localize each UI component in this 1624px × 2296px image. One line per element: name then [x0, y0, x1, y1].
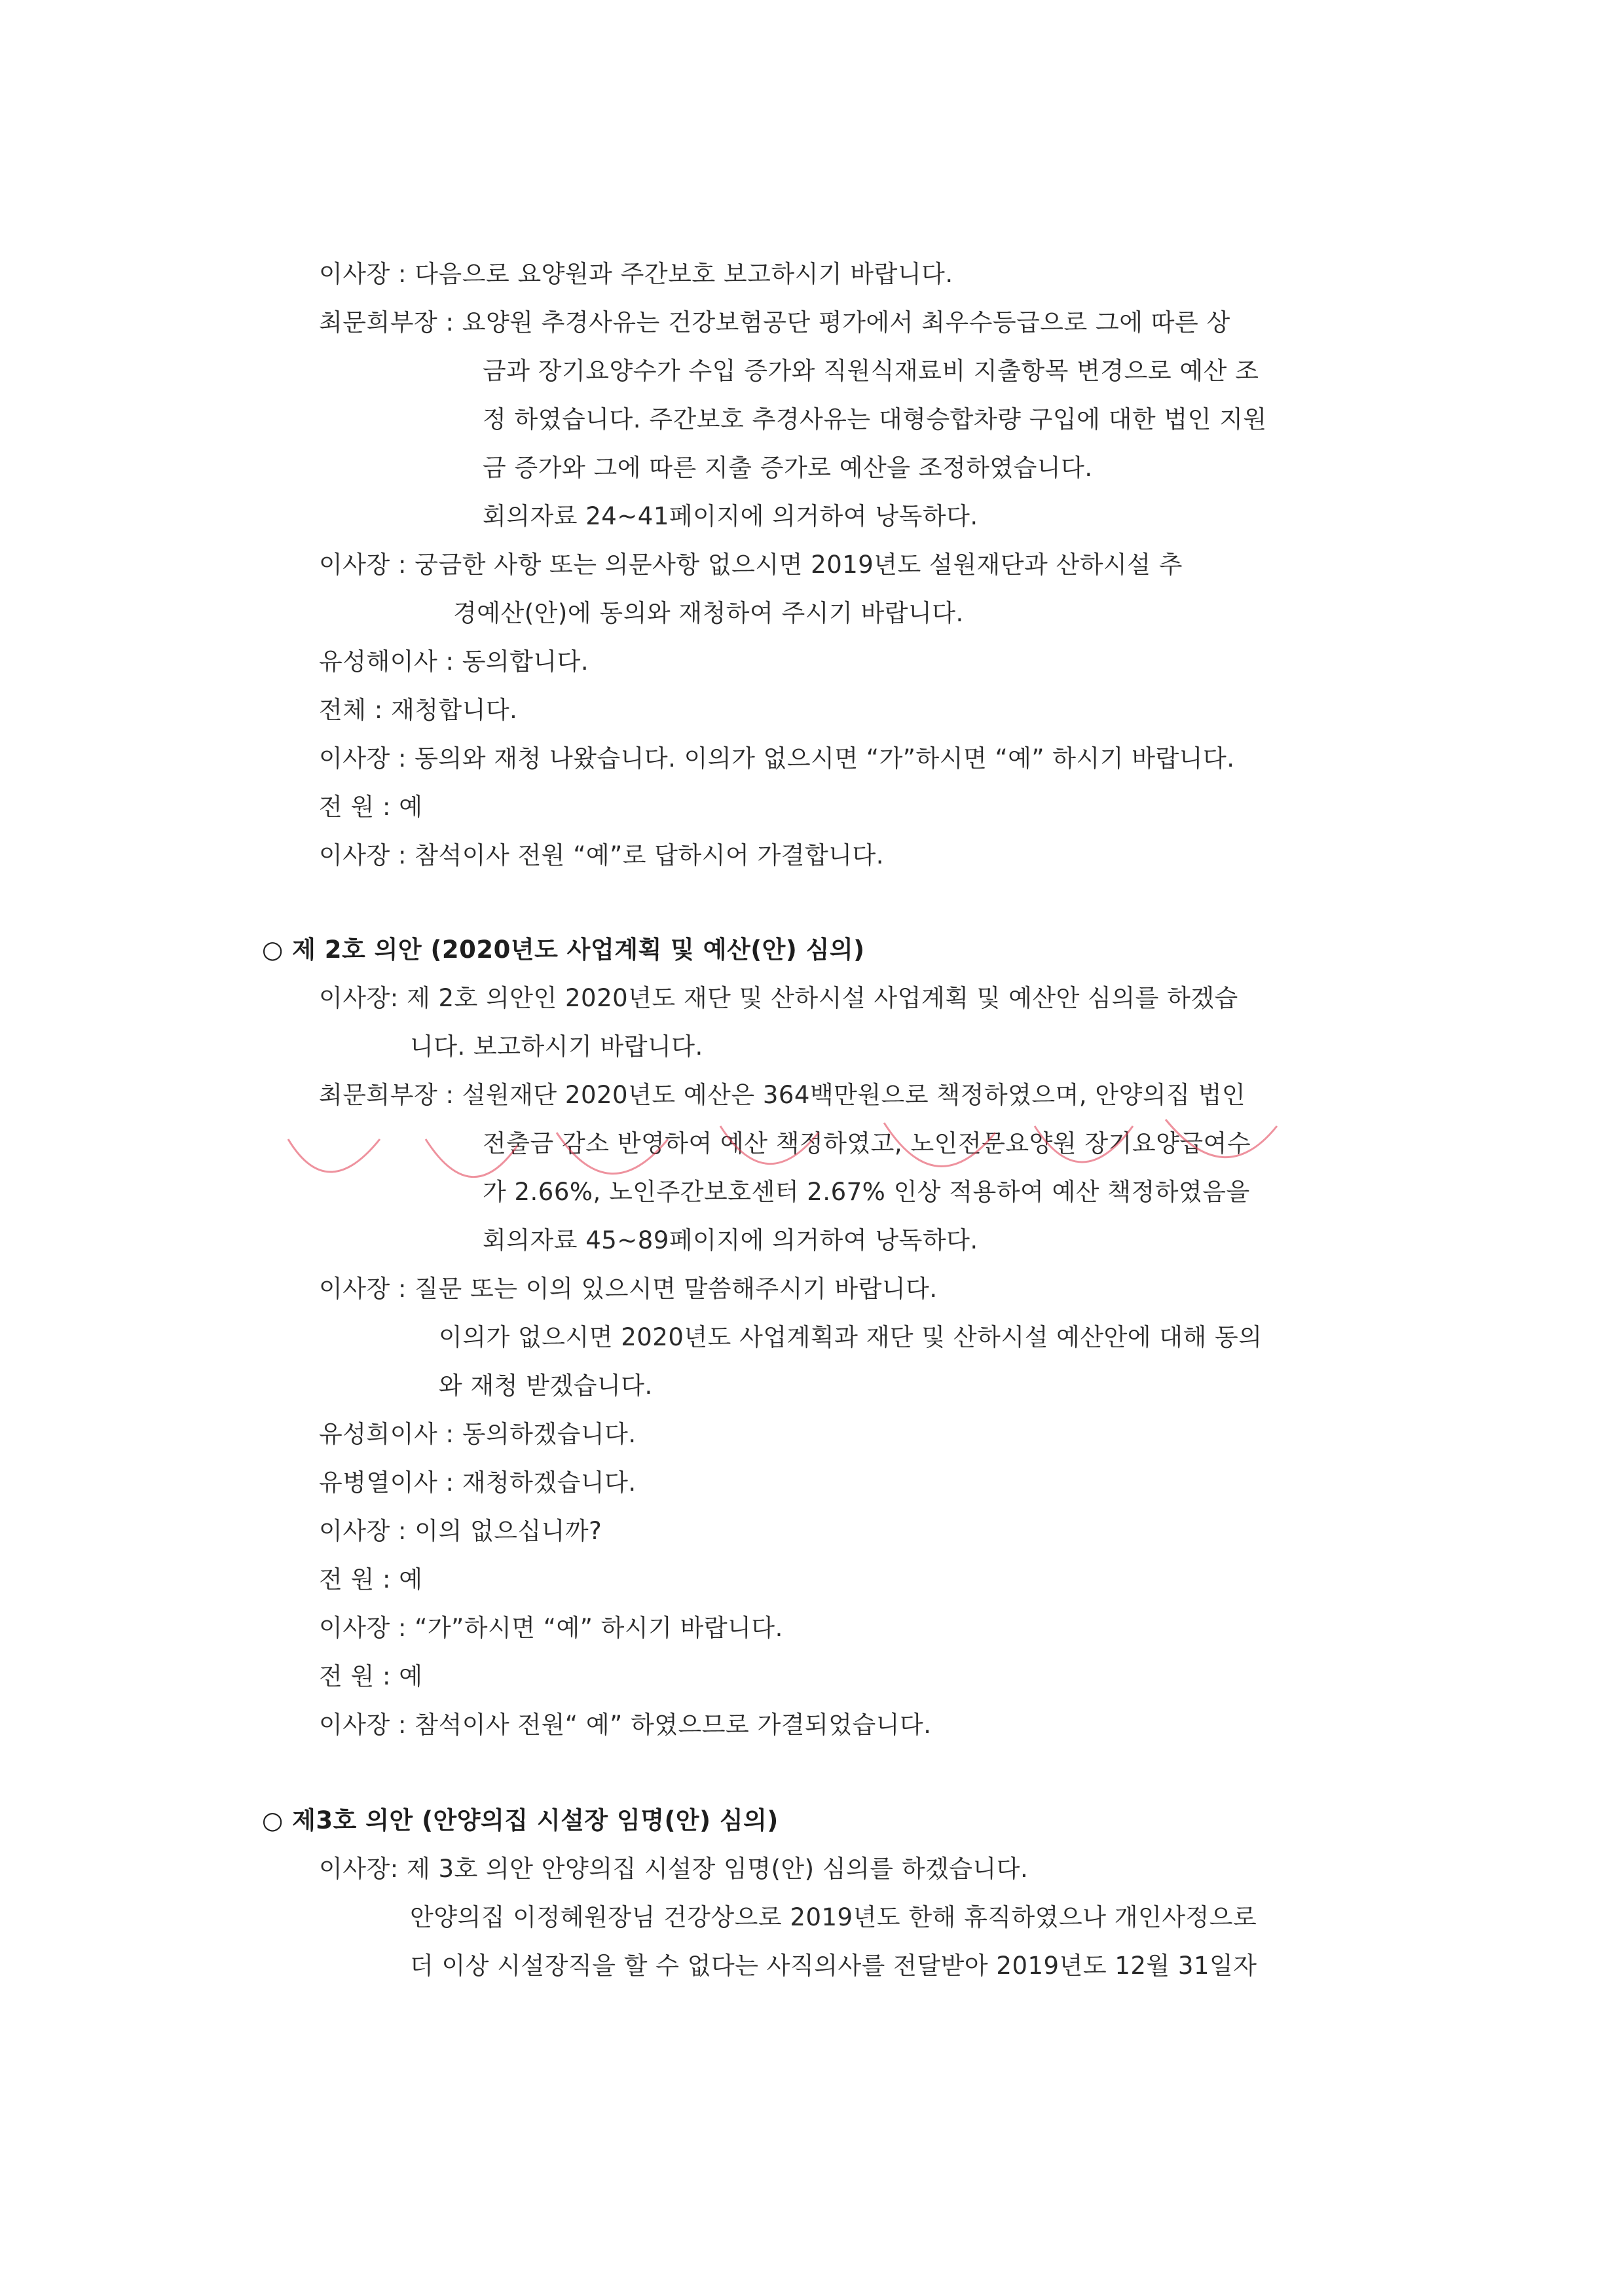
- minutes-line: 경예산(안)에 동의와 재청하여 주시기 바랍니다.: [453, 599, 964, 627]
- minutes-line: 이사장 : 이의 없으십니까?: [319, 1517, 602, 1545]
- minutes-line: 금과 장기요양수가 수입 증가와 직원식재료비 지출항목 변경으로 예산 조: [483, 357, 1259, 385]
- minutes-line: 금 증가와 그에 따른 지출 증가로 예산을 조정하였습니다.: [483, 454, 1093, 482]
- minutes-line: 더 이상 시설장직을 할 수 없다는 사직의사를 전달받아 2019년도 12월 31일자: [410, 1952, 1257, 1980]
- minutes-line: 이사장 : 동의와 재청 나왔습니다. 이의가 없으시면 “가”하시면 “예” 하시기 바랍니다.: [319, 744, 1235, 773]
- minutes-line: 전체 : 재청합니다.: [319, 696, 518, 724]
- minutes-line: 이사장: 제 3호 의안 안양의집 시설장 임명(안) 심의를 하겠습니다.: [319, 1855, 1029, 1883]
- minutes-line: 정 하였습니다. 주간보호 추경사유는 대형승합차량 구입에 대한 법인 지원: [483, 405, 1267, 433]
- minutes-line: 안양의집 이정혜원장님 건강상으로 2019년도 한해 휴직하였으나 개인사정으로: [410, 1903, 1257, 1931]
- agenda-heading: ○ 제3호 의안 (안양의집 시설장 임명(안) 심의): [262, 1806, 779, 1834]
- minutes-line: 전 원 : 예: [319, 1662, 423, 1690]
- minutes-line: 가 2.66%, 노인주간보호센터 2.67% 인상 적용하여 예산 책정하였음을: [483, 1178, 1250, 1206]
- minutes-line: 이사장 : 참석이사 전원 “예”로 답하시어 가결합니다.: [319, 841, 884, 869]
- minutes-line: 와 재청 받겠습니다.: [439, 1372, 653, 1400]
- minutes-line: 전 원 : 예: [319, 1565, 423, 1594]
- agenda-heading: ○ 제 2호 의안 (2020년도 사업계획 및 예산(안) 심의): [262, 936, 865, 964]
- minutes-line: 이사장 : 질문 또는 이의 있으시면 말씀해주시기 바랍니다.: [319, 1275, 938, 1303]
- minutes-line: 니다. 보고하시기 바랍니다.: [410, 1032, 703, 1061]
- minutes-line: 유성해이사 : 동의합니다.: [319, 647, 589, 676]
- minutes-line: 회의자료 45~89페이지에 의거하여 낭독하다.: [483, 1226, 978, 1254]
- minutes-line: 최문희부장 : 요양원 추경사유는 건강보험공단 평가에서 최우수등급으로 그에 따른 상: [319, 308, 1230, 337]
- minutes-line: 회의자료 24~41페이지에 의거하여 낭독하다.: [483, 502, 978, 530]
- minutes-line: 전 원 : 예: [319, 793, 423, 821]
- seal-stamp: [288, 1139, 380, 1172]
- minutes-line: 이사장 : 참석이사 전원“ 예” 하였으므로 가결되었습니다.: [319, 1711, 932, 1739]
- minutes-line: 이의가 없으시면 2020년도 사업계획과 재단 및 산하시설 예산안에 대해 동의: [439, 1323, 1263, 1351]
- minutes-line: 이사장: 제 2호 의안인 2020년도 재단 및 산하시설 사업계획 및 예산안 심의를 하겠습: [319, 984, 1238, 1012]
- minutes-line: 전출금 감소 반영하여 예산 책정하였고, 노인전문요양원 장기요양급여수: [483, 1129, 1251, 1157]
- minutes-line: 최문희부장 : 설원재단 2020년도 예산은 364백만원으로 책정하였으며, 안양의집 법인: [319, 1081, 1246, 1109]
- minutes-line: 이사장 : 다음으로 요양원과 주간보호 보고하시기 바랍니다.: [319, 260, 953, 288]
- minutes-line: 유성희이사 : 동의하겠습니다.: [319, 1420, 637, 1448]
- minutes-line: 이사장 : 궁금한 사항 또는 의문사항 없으시면 2019년도 설원재단과 산하시설 추: [319, 551, 1183, 579]
- minutes-line: 이사장 : “가”하시면 “예” 하시기 바랍니다.: [319, 1614, 783, 1642]
- minutes-line: 유병열이사 : 재청하겠습니다.: [319, 1468, 637, 1497]
